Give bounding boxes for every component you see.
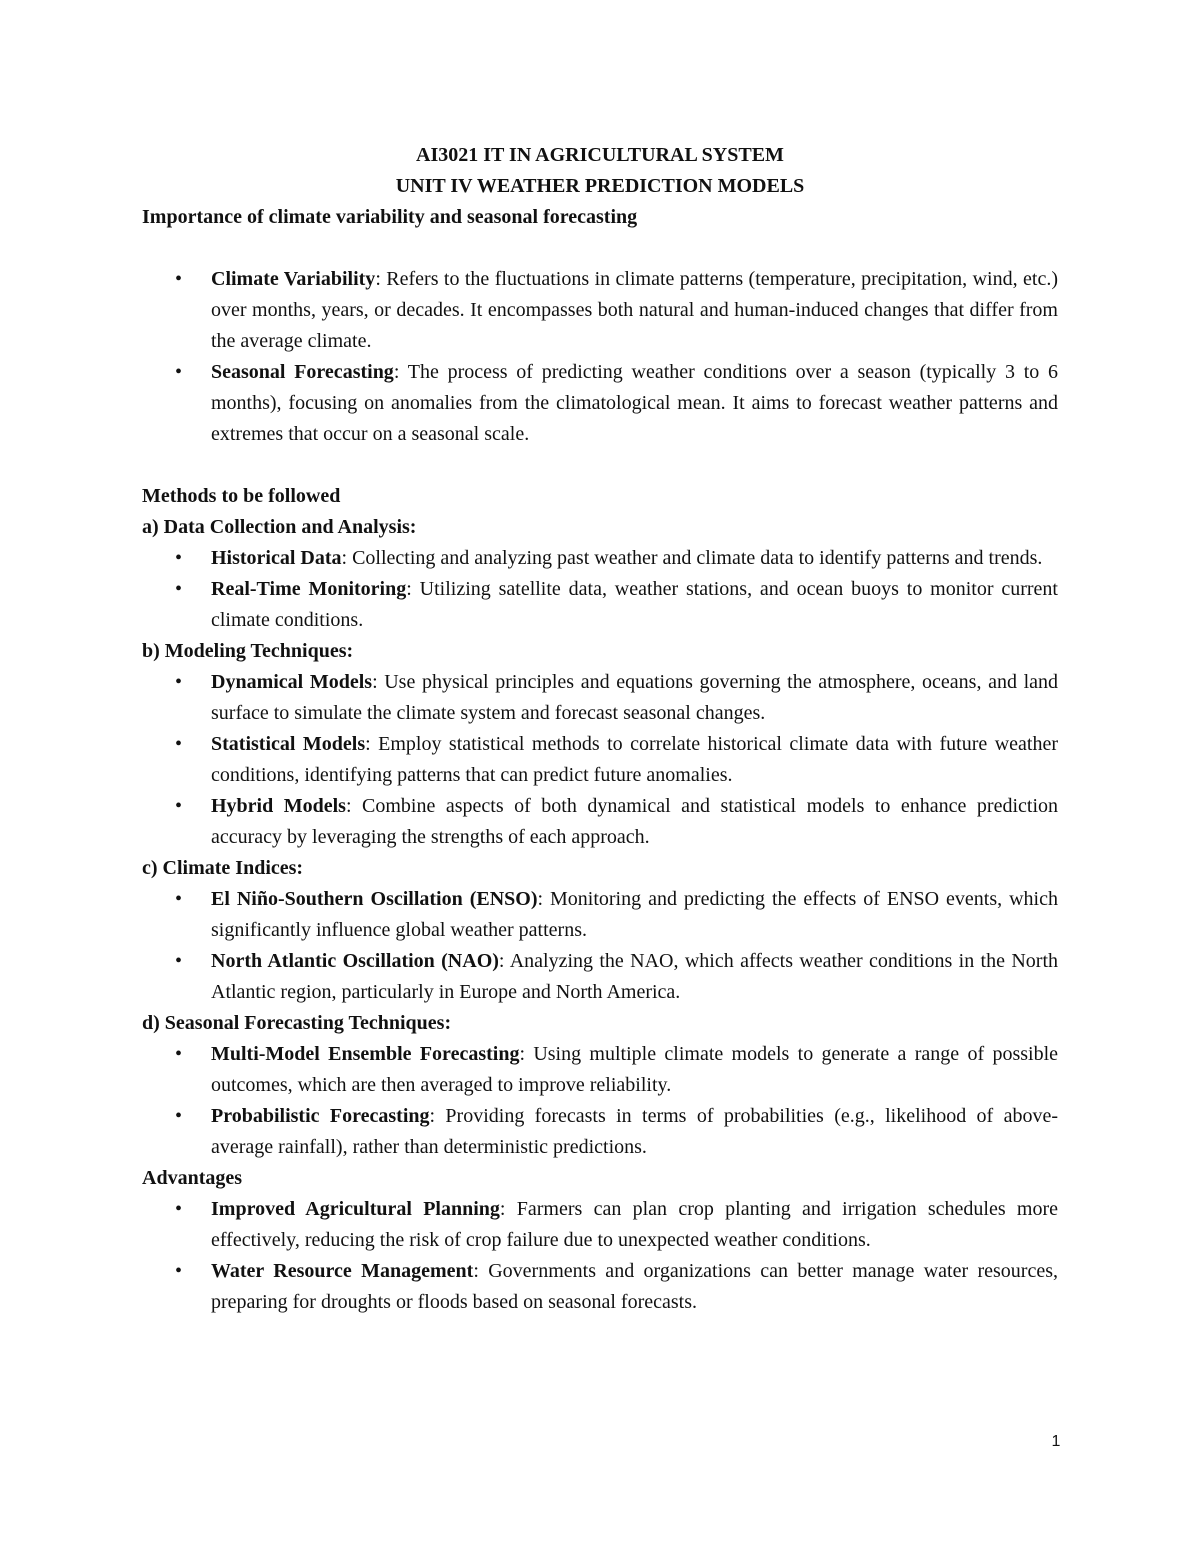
bullet-icon: • [175,547,183,569]
advantages-heading: Advantages [142,1167,243,1189]
data-collection-heading: a) Data Collection and Analysis: [142,516,417,538]
unit-title: UNIT IV WEATHER PREDICTION MODELS [395,175,805,197]
seasonal-techniques-list [142,1039,1058,1163]
spacer [142,450,1058,481]
list-item-water-resource-management [142,1256,1058,1318]
bullet-icon: • [175,888,183,910]
seasonal-techniques-heading: d) Seasonal Forecasting Techniques: [142,1012,452,1034]
list-item-text: : Governments and organizations can better manage water resources, preparing for droughts or floods based on seasonal forecasts. [211,1260,1058,1313]
bullet-icon: • [175,795,183,817]
list-item-historical-data [142,543,1058,574]
list-item-term: Hybrid Models [211,795,346,817]
list-item-enso [142,884,1058,946]
list-item-probabilistic-forecasting [142,1101,1058,1163]
list-item-text: : Use physical principles and equations governing the atmosphere, oceans, and land surface to simulate the climate system and forecast seasonal changes. [211,671,1058,724]
list-item-term: El Niño-Southern Oscillation (ENSO) [211,888,538,910]
methods-heading: Methods to be followed [142,485,341,507]
intro-heading: Importance of climate variability and seasonal forecasting [142,206,638,228]
list-item-hybrid-models [142,791,1058,853]
list-item-term: Multi-Model Ensemble Forecasting [211,1043,520,1065]
bullet-icon: • [175,1198,183,1220]
list-item-nao [142,946,1058,1008]
bullet-icon: • [175,671,183,693]
list-item-term: North Atlantic Oscillation (NAO) [211,950,499,972]
list-item-text: : Combine aspects of both dynamical and statistical models to enhance prediction accuracy by leveraging the strengths of each approach. [211,795,1059,848]
course-title: AI3021 IT IN AGRICULTURAL SYSTEM [416,144,784,166]
bullet-icon: • [175,733,183,755]
list-item-text: : Analyzing the NAO, which affects weather conditions in the North Atlantic region, particularly in Europe and North America. [211,950,1059,1003]
list-item-seasonal-forecasting [142,357,1058,450]
list-item-climate-variability [142,264,1058,357]
list-item-text: : The process of predicting weather conditions over a season (typically 3 to 6 months), focusing on anomalies from the climatological mean. It aims to forecast weather patterns and extremes that occur on a seasonal scale. [211,361,1058,445]
climate-indices-list [142,884,1058,1008]
page-content [142,140,1058,1318]
list-item-term: Probabilistic Forecasting [211,1105,430,1127]
list-item-text: : Monitoring and predicting the effects of ENSO events, which significantly influence global weather patterns. [211,888,1058,941]
list-item-agricultural-planning [142,1194,1058,1256]
modeling-list [142,667,1058,853]
bullet-icon: • [175,578,183,600]
bullet-icon: • [175,1260,183,1282]
list-item-text: : Utilizing satellite data, weather stations, and ocean buoys to monitor current climate conditions. [211,578,1058,631]
data-collection-list [142,543,1058,636]
list-item-text: : Employ statistical methods to correlate historical climate data with future weather conditions, identifying patterns that can predict future anomalies. [211,733,1058,786]
list-item-text: : Providing forecasts in terms of probabilities (e.g., likelihood of above-average rainfall), rather than deterministic predictions. [211,1105,1058,1158]
list-item-real-time-monitoring [142,574,1058,636]
list-item-term: Historical Data [211,547,342,569]
bullet-icon: • [175,361,183,383]
page-number: 1 [1051,1433,1061,1450]
bullet-icon: • [175,1043,183,1065]
list-item-dynamical-models [142,667,1058,729]
list-item-term: Dynamical Models [211,671,373,693]
list-item-text: : Refers to the fluctuations in climate patterns (temperature, precipitation, wind, etc.) over months, years, or decades. It encompasses both natural and human-induced changes that differ from the average climate. [211,268,1058,352]
intro-list [142,264,1058,450]
list-item-text: : Farmers can plan crop planting and irrigation schedules more effectively, reducing the risk of crop failure due to unexpected weather conditions. [211,1198,1059,1251]
list-item-statistical-models [142,729,1058,791]
list-item-text: : Collecting and analyzing past weather and climate data to identify patterns and trends. [341,547,1043,569]
list-item-term: Climate Variability [211,268,376,290]
climate-indices-heading: c) Climate Indices: [142,857,304,879]
spacer [142,233,1058,264]
bullet-icon: • [175,1105,183,1127]
bullet-icon: • [175,950,183,972]
list-item-term: Water Resource Management [211,1260,474,1282]
advantages-list [142,1194,1058,1318]
list-item-term: Statistical Models [211,733,366,755]
list-item-term: Seasonal Forecasting [211,361,394,383]
modeling-heading: b) Modeling Techniques: [142,640,354,662]
list-item-term: Improved Agricultural Planning [211,1198,500,1220]
bullet-icon: • [175,268,183,290]
list-item-term: Real-Time Monitoring [211,578,407,600]
list-item-multi-model-ensemble [142,1039,1058,1101]
list-item-text: : Using multiple climate models to generate a range of possible outcomes, which are then averaged to improve reliability. [211,1043,1058,1096]
